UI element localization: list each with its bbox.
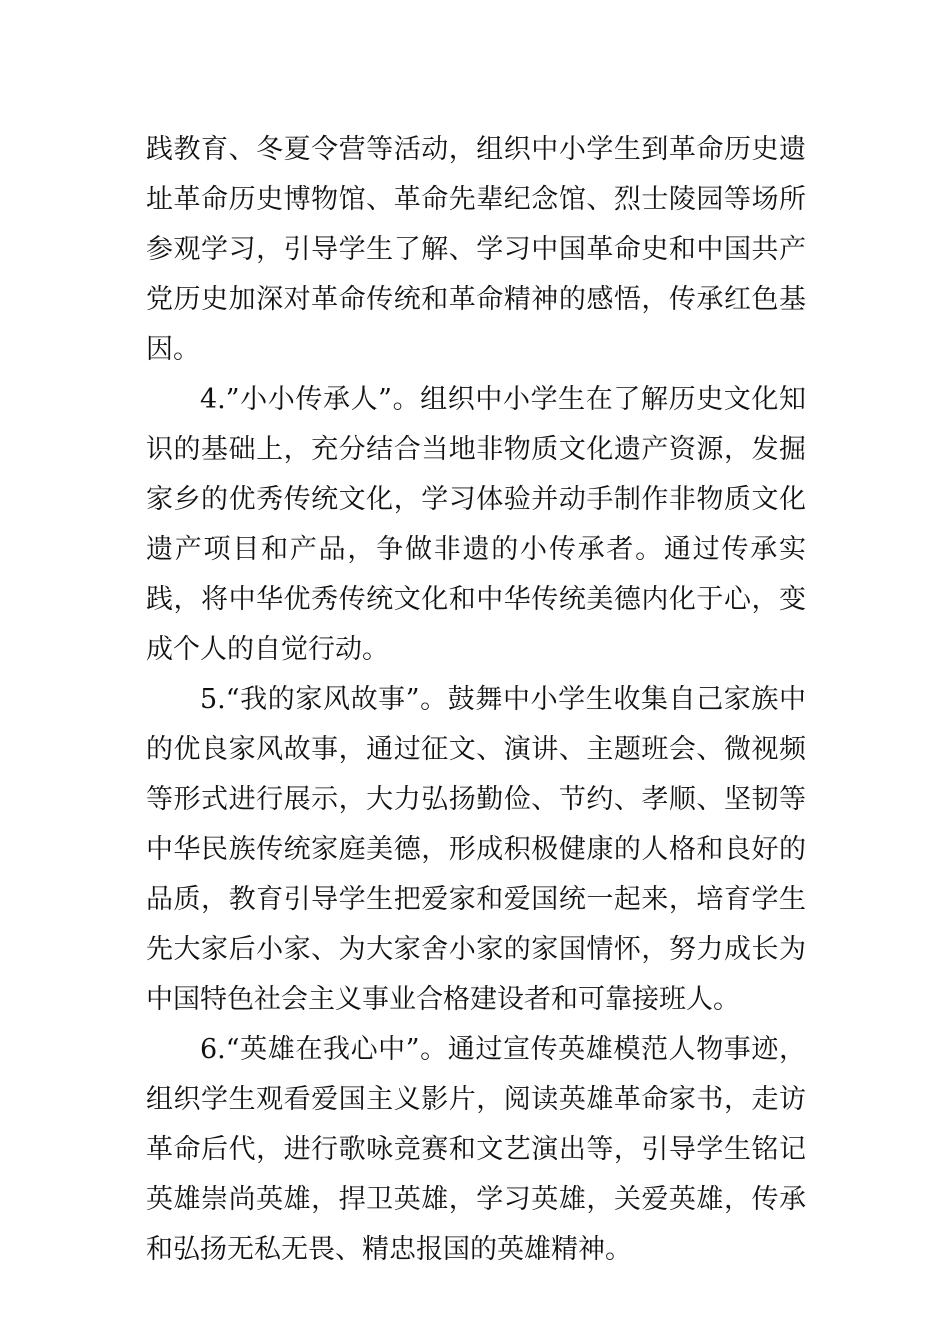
paragraph-item-5: 5.“我的家风故事”。鼓舞中小学生收集自己家族中的优良家风故事，通过征文、演讲、主题班会、微视频等形式进行展示，大力弘扬勤俭、节约、孝顺、坚韧等中华民族传统家庭美德，形成积极健康的人格和良好的品质，教育引导学生把爱家和爱国统一起来，培育学生先大家后小家、为大家舍小家的家国情怀，努力成长为中国特色社会主义事业合格建设者和可靠接班人。 [146, 684, 806, 1015]
document-body [146, 125, 806, 1275]
paragraph-continuation: 践教育、冬夏令营等活动，组织中小学生到革命历史遗址革命历史博物馆、革命先辈纪念馆、烈士陵园等场所参观学习，引导学生了解、学习中国革命史和中国共产党历史加深对革命传统和革命精神的感悟，传承红色基因。 [146, 134, 806, 365]
paragraph-item-4: 4.”小小传承人”。组织中小学生在了解历史文化知识的基础上，充分结合当地非物质文化遗产资源，发掘家乡的优秀传统文化，学习体验并动手制作非物质文化遗产项目和产品，争做非遗的小传承者。通过传承实践，将中华优秀传统文化和中华传统美德内化于心，变成个人的自觉行动。 [146, 384, 806, 665]
paragraph-item-6: 6.“英雄在我心中”。通过宣传英雄模范人物事迹，组织学生观看爱国主义影片，阅读英雄革命家书，走访革命后代，进行歌咏竞赛和文艺演出等，引导学生铭记英雄崇尚英雄，捍卫英雄，学习英雄，关爱英雄，传承和弘扬无私无畏、精忠报国的英雄精神。 [146, 1034, 806, 1265]
